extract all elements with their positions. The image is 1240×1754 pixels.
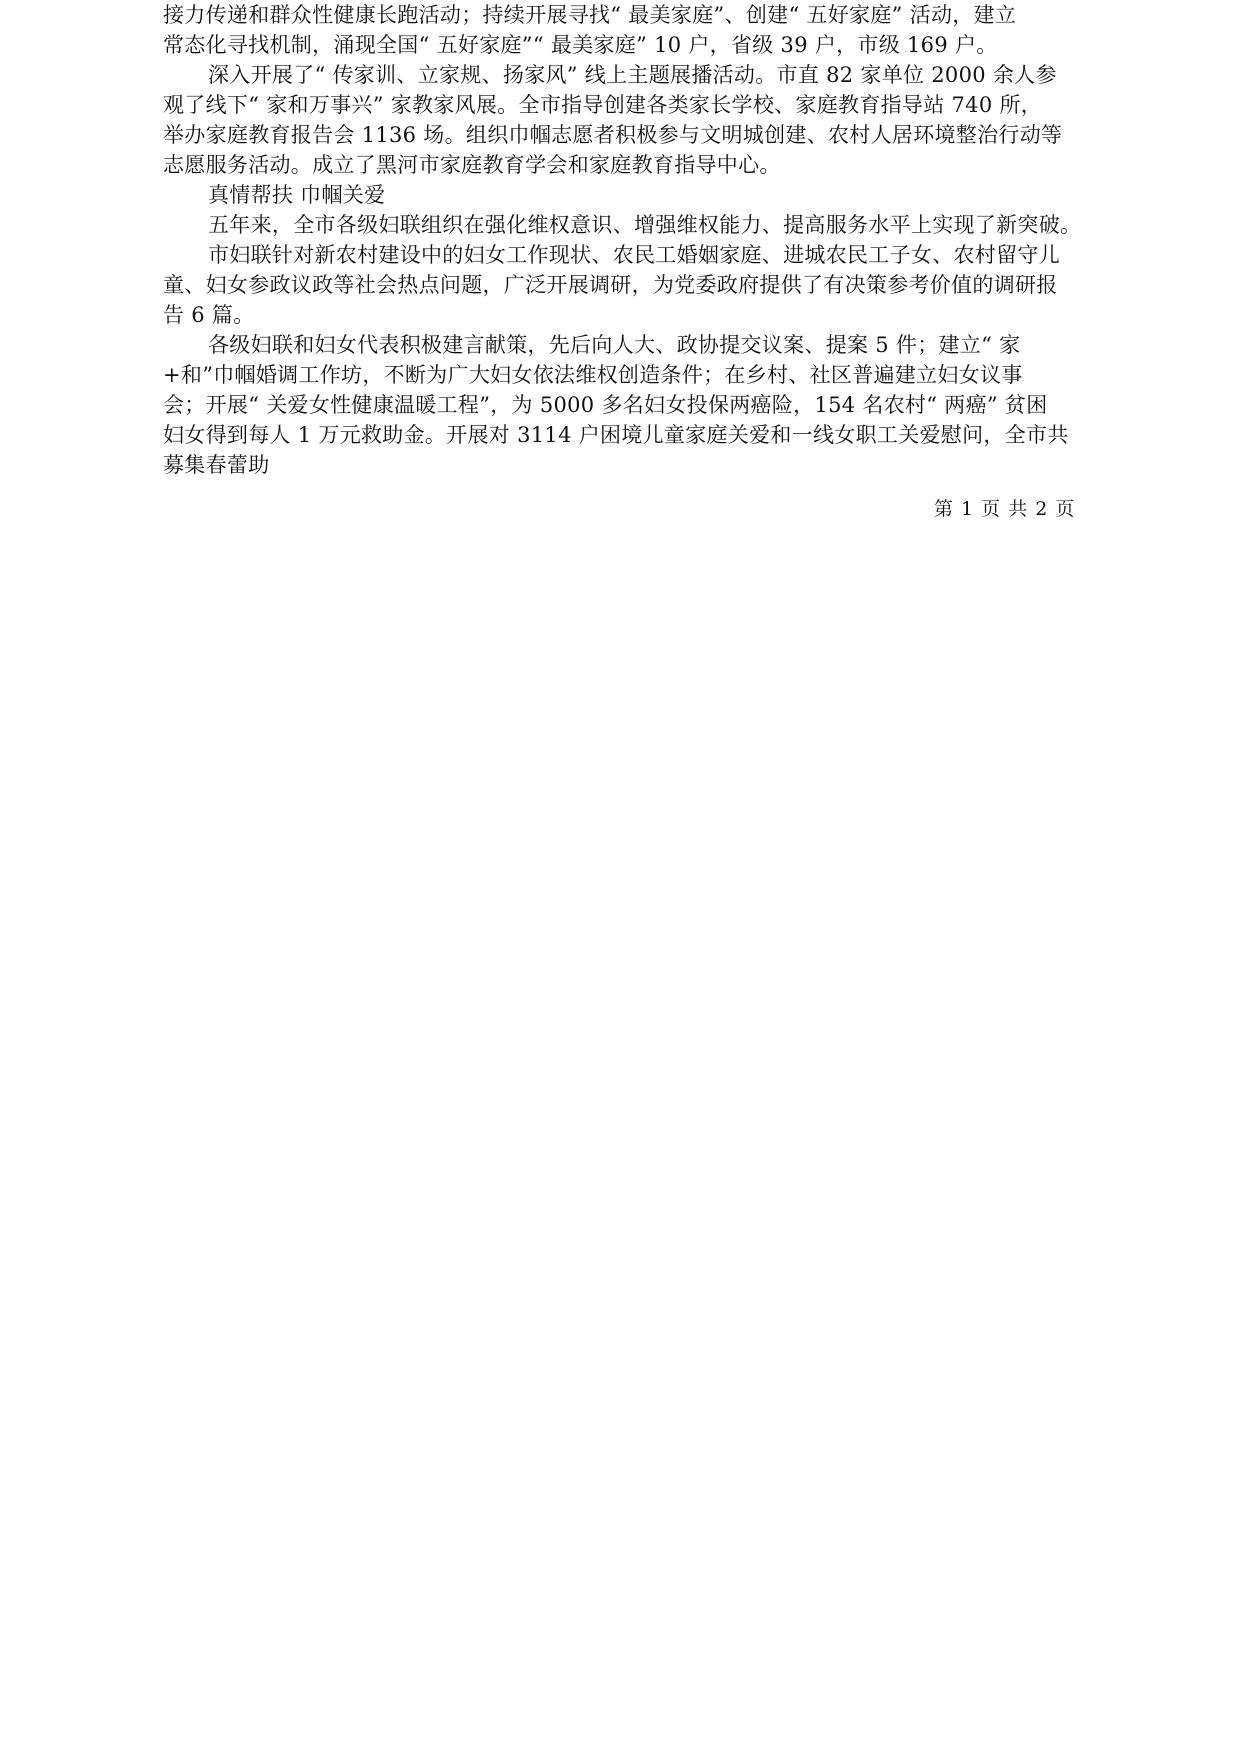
text-line-16: 募集春蕾助 xyxy=(163,453,270,477)
text-line-5: 举办家庭教育报告会 1136 场。组织巾帼志愿者积极参与文明城创建、农村人居环境整治行动等 xyxy=(163,123,1063,147)
text-line-6: 志愿服务活动。成立了黑河市家庭教育学会和家庭教育指导中心。 xyxy=(163,153,781,177)
paragraph-start-line: 各级妇联和妇女代表积极建言献策，先后向人大、政协提交议案、提案 5 件；建立“ 家 xyxy=(208,333,1021,357)
text-line-15: 妇女得到每人 1 万元救助金。开展对 3114 户困境儿童家庭关爱和一线女职工关爱慰问，全市共 xyxy=(163,423,1069,447)
text-line-11: 告 6 篇。 xyxy=(163,303,255,327)
text-line-14: 会；开展“ 关爱女性健康温暖工程”，为 5000 多名妇女投保两癌险，154 名农村“ 两癌” 贫困 xyxy=(163,393,1048,417)
page-number-footer: 第 1 页 共 2 页 xyxy=(934,498,1076,520)
text-line-10: 童、妇女参政议政等社会热点问题，广泛开展调研，为党委政府提供了有决策参考价值的调研报 xyxy=(163,273,1058,297)
paragraph-start-line: 深入开展了“ 传家训、立家规、扬家风” 线上主题展播活动。市直 82 家单位 2000 余人参 xyxy=(208,63,1057,87)
text-line-2: 常态化寻找机制，涌现全国“ 五好家庭”“ 最美家庭” 10 户，省级 39 户，市级 169 户。 xyxy=(163,33,998,57)
section-heading: 真情帮扶 巾帼关爱 xyxy=(208,183,386,207)
paragraph-start-line: 市妇联针对新农村建设中的妇女工作现状、农民工婚姻家庭、进城农民工子女、农村留守儿 xyxy=(208,243,1060,267)
text-line-4: 观了线下“ 家和万事兴” 家教家风展。全市指导创建各类家长学校、家庭教育指导站 740 所， xyxy=(163,93,1043,117)
paragraph-start-line: 五年来，全市各级妇联组织在强化维权意识、增强维权能力、提高服务水平上实现了新突破。 xyxy=(208,213,1082,237)
text-line-13: +和”巾帼婚调工作坊，不断为广大妇女依法维权创造条件；在乡村、社区普遍建立妇女议事 xyxy=(163,363,1023,387)
text-line-1: 接力传递和群众性健康长跑活动；持续开展寻找“ 最美家庭”、创建“ 五好家庭” 活动，建立 xyxy=(163,3,1017,27)
document-body xyxy=(163,0,1083,480)
